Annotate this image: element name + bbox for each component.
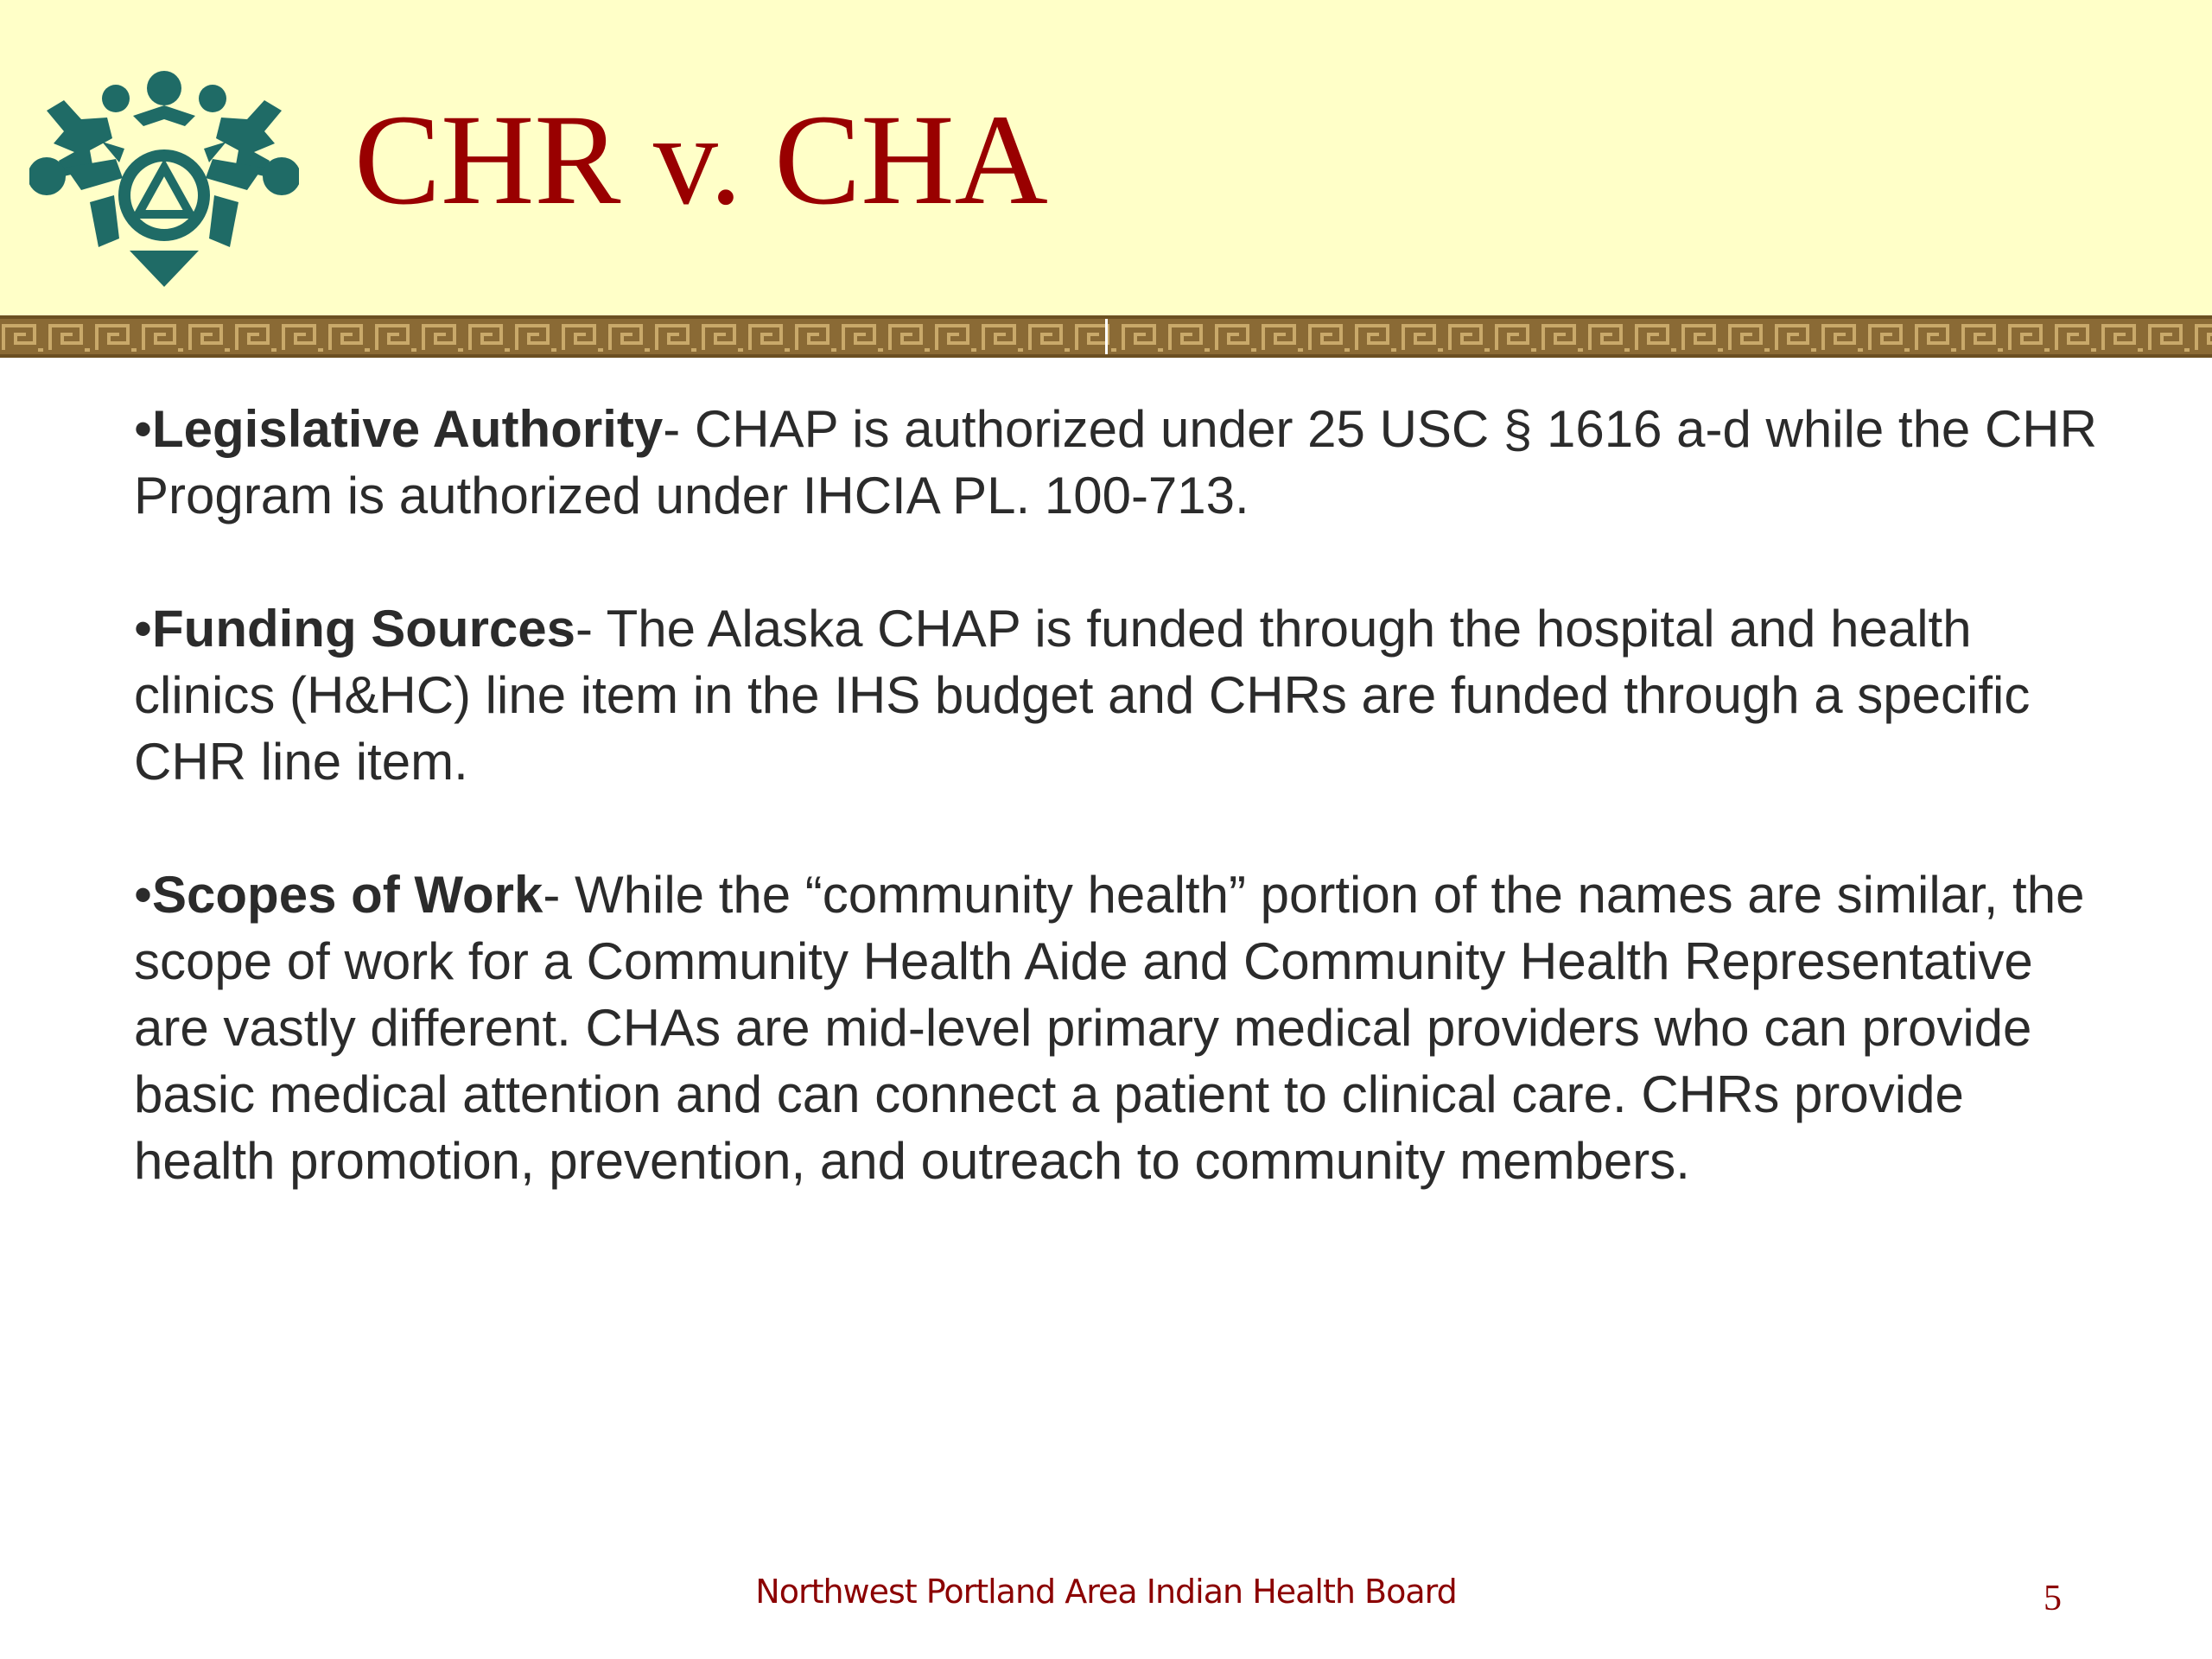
bullet-marker: • [134, 866, 153, 924]
bullet-scopes-of-work [134, 861, 2113, 1194]
tribal-logo-icon [29, 66, 299, 287]
bullet-funding-sources [134, 595, 2113, 795]
bullet-marker: • [134, 400, 153, 458]
greek-key-border [0, 315, 2212, 358]
bullet-text: - The Alaska CHAP is funded through the hospital and health clinics (H&HC) line item in the IHS budget and CHRs are funded through a specific CHR line item. [134, 600, 2031, 791]
page-number: 5 [2044, 1579, 2062, 1618]
bullet-marker: • [134, 600, 153, 658]
bullet-term: Scopes of Work [152, 866, 543, 924]
slide-header [0, 0, 2212, 315]
bullet-text: - While the “community health” portion of the names are similar, the scope of work for a Community Health Aide and Community Health Representative are vastly different. CHAs are mid-level primary medical providers who can provide basic medical attention and can connect a patient to clinical care. CHRs provide health promotion, prevention, and outreach to community members. [134, 866, 2085, 1190]
bullet-legislative-authority [134, 396, 2113, 529]
bullet-term: Legislative Authority [152, 400, 664, 458]
bullet-text: - CHAP is authorized under 25 USC § 1616 a-d while the CHR Program is authorized under IHCIA PL. 100-713. [134, 400, 2097, 524]
bullet-term: Funding Sources [152, 600, 576, 658]
slide-body [134, 396, 2113, 1261]
footer-organization: Northwest Portland Area Indian Health Board [755, 1573, 1457, 1611]
slide-title: CHR v. CHA [354, 88, 1048, 232]
